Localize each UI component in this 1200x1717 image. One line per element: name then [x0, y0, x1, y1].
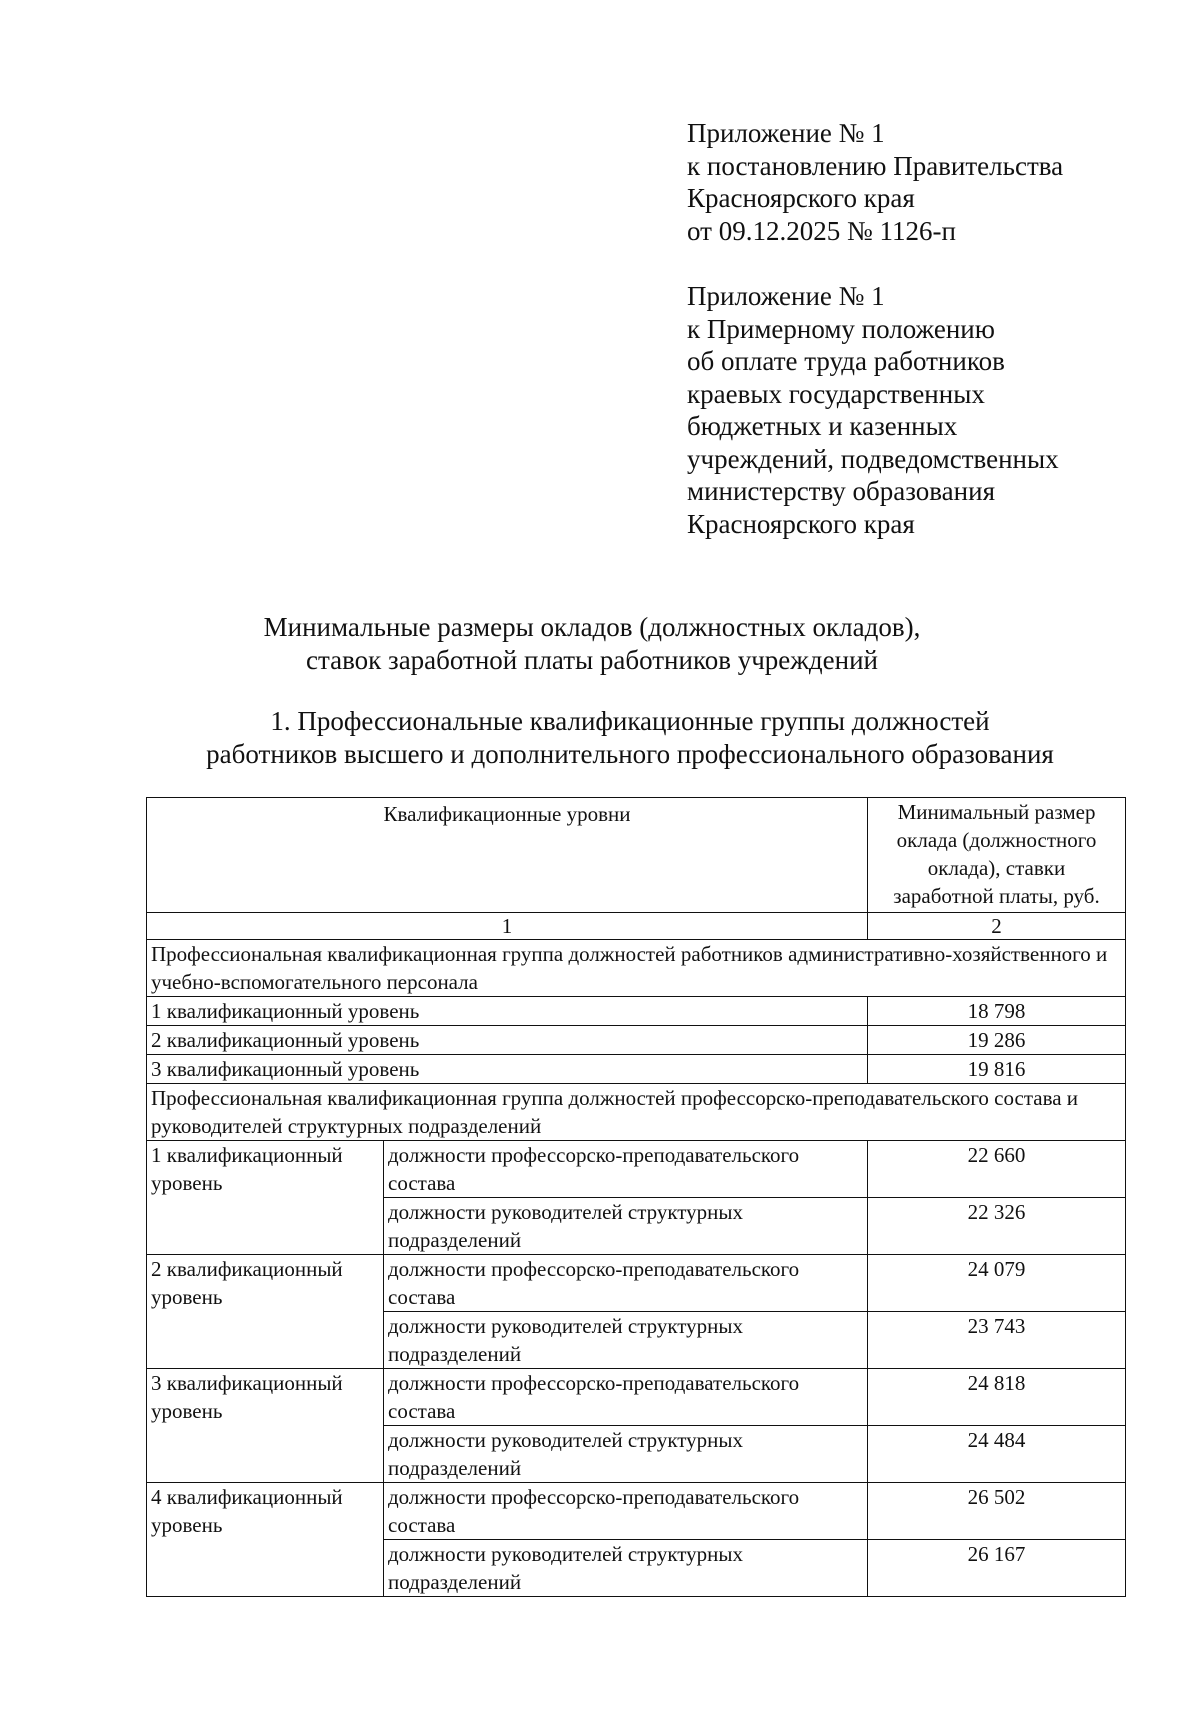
header-min-salary-line: заработной платы, руб.	[893, 884, 1100, 908]
table-row	[147, 1483, 1126, 1540]
level-label: 3 квалификационный уровень	[147, 1369, 384, 1483]
header-min-salary-line: оклада (должностного	[896, 828, 1097, 852]
table-row	[147, 1255, 1126, 1312]
salary-value: 22 660	[868, 1141, 1126, 1198]
position-label: должности профессорско-преподавательского состава	[384, 1141, 868, 1198]
section-title-line: работников высшего и дополнительного профессионального образования	[206, 739, 1054, 769]
salary-value: 26 167	[868, 1540, 1126, 1597]
header-qualification-levels: Квалификационные уровни	[147, 798, 868, 913]
table-row	[147, 1026, 1126, 1055]
appendix-block-resolution	[687, 117, 1063, 247]
table-row	[147, 1055, 1126, 1084]
title-line: ставок заработной платы работников учреждений	[306, 645, 878, 675]
level-label: 1 квалификационный уровень	[147, 997, 868, 1026]
header-min-salary-line: Минимальный размер	[897, 800, 1096, 824]
appendix-line: к Примерному положению	[687, 313, 995, 344]
appendix-line: Красноярского края	[687, 183, 915, 213]
appendix-line: бюджетных и казенных	[687, 411, 958, 441]
salary-value: 24 484	[868, 1426, 1126, 1483]
group-title: Профессиональная квалификационная группа должностей работников административно-хозяйственного и учебно-вспомогательного персонала	[147, 940, 1126, 997]
position-label: должности руководителей структурных подразделений	[384, 1312, 868, 1369]
salary-value: 24 818	[868, 1369, 1126, 1426]
position-label: должности руководителей структурных подразделений	[384, 1426, 868, 1483]
position-label: должности руководителей структурных подразделений	[384, 1198, 868, 1255]
appendix-line: Красноярского края	[687, 508, 915, 539]
appendix-line: к постановлению Правительства	[687, 150, 1064, 181]
position-label: должности профессорско-преподавательского состава	[384, 1255, 868, 1312]
table-header-row	[147, 798, 1126, 913]
salary-table	[146, 797, 1126, 1597]
header-min-salary-line: оклада), ставки	[927, 856, 1066, 880]
salary-value: 24 079	[868, 1255, 1126, 1312]
level-label: 1 квалификационный уровень	[147, 1141, 384, 1255]
level-label: 2 квалификационный уровень	[147, 1026, 868, 1055]
salary-value: 18 798	[868, 997, 1126, 1026]
appendix-line: Приложение № 1	[687, 281, 885, 311]
title-line: Минимальные размеры окладов (должностных окладов),	[263, 612, 921, 642]
header-min-salary	[868, 798, 1126, 913]
appendix-line: Приложение № 1	[687, 118, 885, 148]
salary-value: 22 326	[868, 1198, 1126, 1255]
level-label: 3 квалификационный уровень	[147, 1055, 868, 1084]
table-row	[147, 1141, 1126, 1198]
salary-value: 26 502	[868, 1483, 1126, 1540]
level-label: 2 квалификационный уровень	[147, 1255, 384, 1369]
position-label: должности профессорско-преподавательского состава	[384, 1483, 868, 1540]
group-title-row	[147, 1084, 1126, 1141]
appendix-line: краевых государственных	[687, 378, 985, 409]
document-title	[0, 611, 1192, 677]
section-title	[30, 705, 1200, 771]
appendix-block-regulation	[687, 280, 1059, 540]
position-label: должности руководителей структурных подразделений	[384, 1540, 868, 1597]
table-row	[147, 1369, 1126, 1426]
salary-value: 19 816	[868, 1055, 1126, 1084]
appendix-line: министерству образования	[687, 476, 995, 506]
appendix-line: учреждений, подведомственных	[687, 443, 1059, 474]
column-number: 1	[147, 913, 868, 940]
table-row	[147, 997, 1126, 1026]
column-number: 2	[868, 913, 1126, 940]
section-title-line: 1. Профессиональные квалификационные группы должностей	[270, 706, 990, 736]
appendix-line: от 09.12.2025 № 1126-п	[687, 215, 956, 246]
group-title: Профессиональная квалификационная группа должностей профессорско-преподавательского состава и руководителей структурных подразделений	[147, 1084, 1126, 1141]
level-label: 4 квалификационный уровень	[147, 1483, 384, 1597]
salary-value: 19 286	[868, 1026, 1126, 1055]
group-title-row	[147, 940, 1126, 997]
position-label: должности профессорско-преподавательского состава	[384, 1369, 868, 1426]
appendix-line: об оплате труда работников	[687, 346, 1005, 376]
column-number-row	[147, 913, 1126, 940]
salary-value: 23 743	[868, 1312, 1126, 1369]
